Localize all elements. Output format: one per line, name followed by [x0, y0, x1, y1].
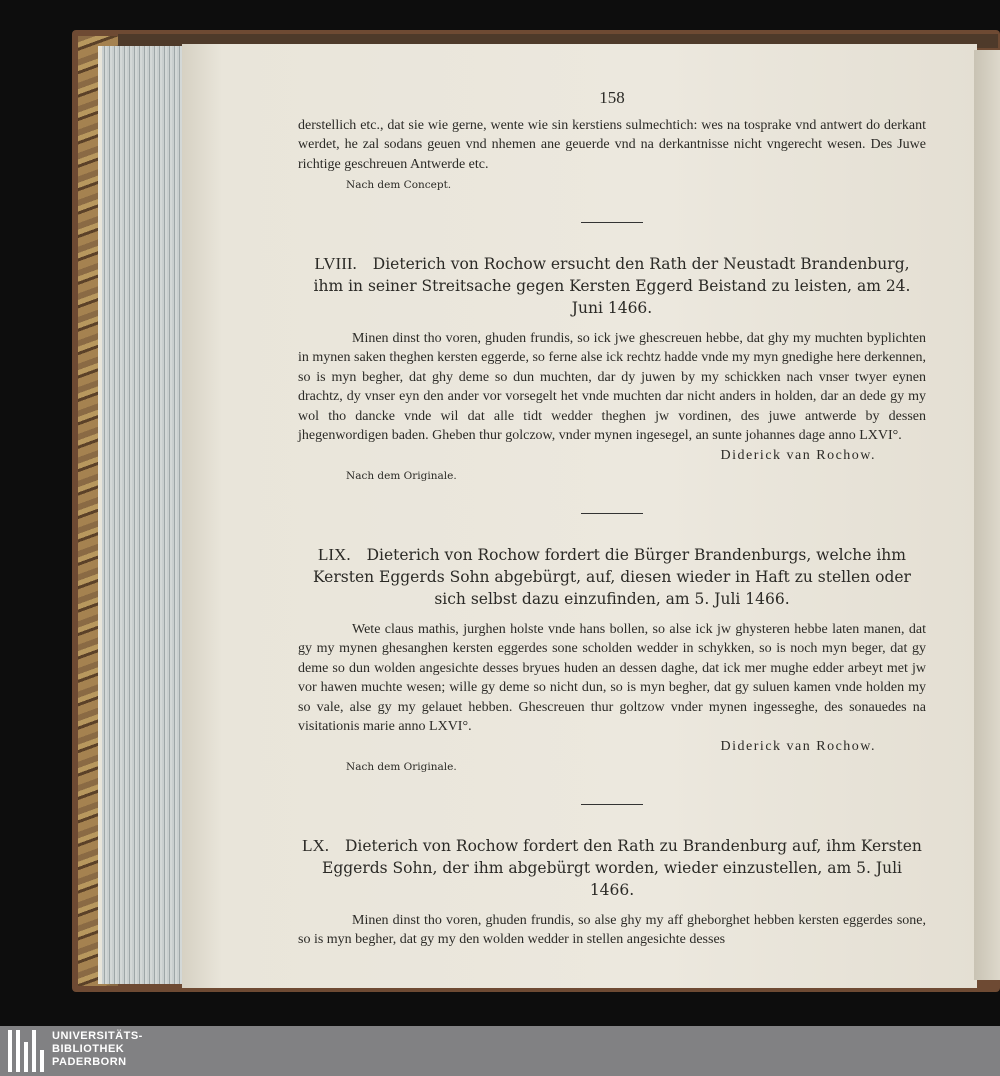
- document-body: Minen dinst tho voren, ghuden frundis, so alse ghy my aff gheborghet hebben kersten eggerdes sone, so is myn begher, dat gy my den wolden wedder in stellen angesichte desses: [298, 912, 926, 947]
- intro-paragraph: derstellich etc., dat sie wie gerne, wente wie sin kerstiens sulmechtich: wes na tosprake vnd antwert do derkant werdet, he zal sodans geuen vnd nhemen ane geuerde vnd na derkantnisse nicht vngerecht wesen. Des Juwe richtige geschreuen Antwerde etc.: [298, 117, 926, 172]
- page-number: 158: [599, 88, 625, 107]
- document-number: LVIII.: [314, 253, 357, 273]
- section-divider: [581, 804, 643, 805]
- library-name: [52, 1030, 143, 1069]
- document-body: Wete claus mathis, jurghen holste vnde hans bollen, so alse ick jw ghysteren hebbe laten manen, dat gy my mynen ghesanghen kersten eggerdes sone scholden wedder in schykken, so is noch myn beger, dat gy deme so dun wolden angesichte desses bryues huden an dessen daghe, dat ick mer mughe edder arbeyt met jw vor hawen muchte wesen; wille gy deme so nicht dun, so is myn begher, dat gy suluen kamen vnde holden my so vale, alse gy my gelauet hebben. Ghescreuen thur goltzow vnder mynen ingesseghe, des sonauedes na visitationis marie anno LXVI°.: [298, 621, 926, 734]
- intro-source-note: Nach dem Concept.: [346, 179, 452, 191]
- section-divider: [581, 513, 643, 514]
- document-title: Dieterich von Rochow ersucht den Rath der Neustadt Brandenburg, ihm in seiner Streitsache gegen Kersten Eggerd Beistand zu leisten, am 24. Juni 1466.: [313, 254, 911, 317]
- document-source-note: Nach dem Originale.: [346, 761, 457, 773]
- library-name-line: UNIVERSITÄTS-: [52, 1030, 143, 1042]
- document-source-note: Nach dem Originale.: [346, 470, 457, 482]
- document-heading: [298, 253, 926, 319]
- library-name-line: PADERBORN: [52, 1056, 127, 1068]
- document-heading: [298, 835, 926, 901]
- library-name-line: BIBLIOTHEK: [52, 1043, 125, 1055]
- document-body: Minen dinst tho voren, ghuden frundis, so ick jwe ghescreuen hebbe, dat ghy my muchten byplichten in mynen saken theghen kersten eggerde, so ferne alse ick rechtz hadde vnde my myn gnedighe here derkennen, so is myn begher, dat ghy deme so dun muchten, dar dy juwen by my schickken nach vnser twyer eynen drachtz, dy vnser eyn den ander vor vorsegelt het vnde muchten dar nicht anders in holden, dar an dede gy my wol tho dancke vnde wil dat alle tidt wedder theghen jw vordinen, des juwe antwerde by dessen jhegenwordigen baden. Gheben thur golczow, vnder mynen ingesegel, an sunte johannes dage anno LXVI°.: [298, 330, 926, 443]
- page-block-edge: [98, 46, 190, 984]
- library-footer-bar: [0, 1026, 1000, 1076]
- section-divider: [581, 222, 643, 223]
- document-title: Dieterich von Rochow fordert den Rath zu Brandenburg auf, ihm Kersten Eggerds Sohn, der ihm abgebürgt worden, wieder einzustellen, am 5. Juli 1466.: [322, 836, 922, 899]
- document-number: LX.: [302, 835, 329, 855]
- document-heading: [298, 544, 926, 610]
- document-signature: Diderick van Rochow.: [720, 738, 876, 754]
- document-title: Dieterich von Rochow fordert die Bürger Brandenburgs, welche ihm Kersten Eggerds Sohn abgebürgt, auf, diesen wieder in Haft zu stellen oder sich selbst dazu einzufinden, am 5. Juli 1466.: [313, 545, 911, 608]
- facing-page-edge: [974, 50, 1000, 980]
- library-logo-icon: [8, 1030, 44, 1072]
- document-signature: Diderick van Rochow.: [720, 447, 876, 463]
- page-text: [298, 88, 926, 950]
- document-number: LIX.: [318, 544, 351, 564]
